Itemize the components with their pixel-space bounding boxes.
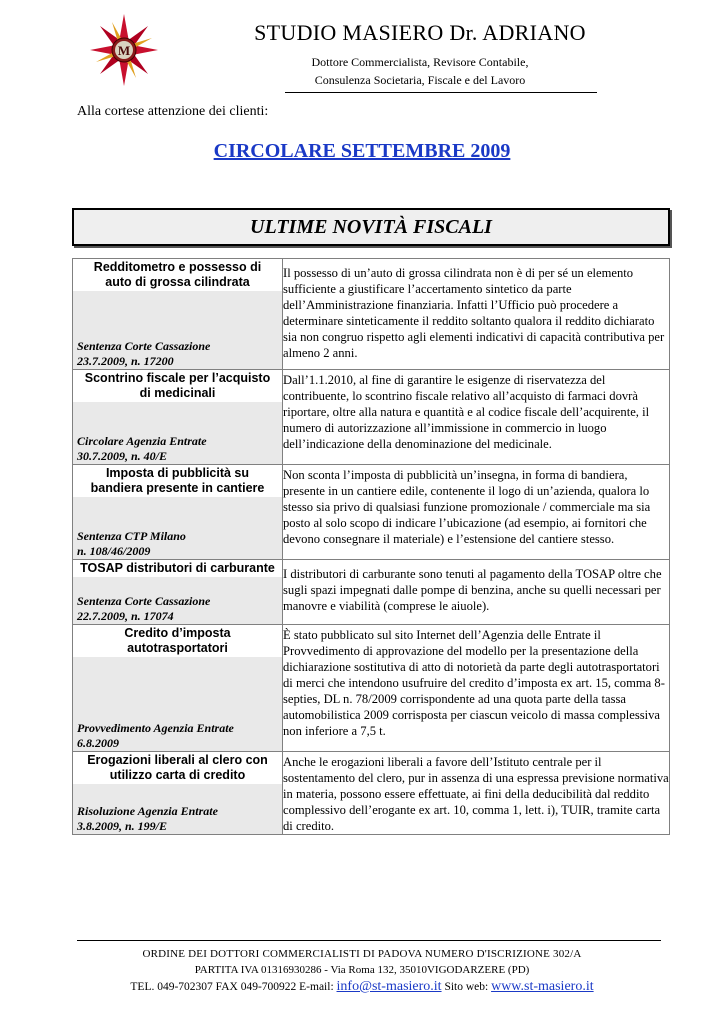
- item-source: [73, 434, 282, 464]
- footer-line-1: ORDINE DEI DOTTORI COMMERCIALISTI DI PADOVA NUMERO D'ISCRIZIONE 302/A: [142, 948, 582, 960]
- table-row: [73, 465, 670, 560]
- item-source: [73, 721, 282, 751]
- table-row: [73, 560, 670, 625]
- item-topic: Imposta di pubblicità su bandiera presente in cantiere: [73, 465, 282, 497]
- item-description: Dall’1.1.2010, al fine di garantire le esigenze di riservatezza del contribuente, lo scontrino fiscale relativo all’acquisto di farmaci dovrà riportare, oltre alla natura e quantità e al codice fiscale dell’acquirente, il numero di autorizzazione all’immissione in commercio in luogo dell’indicazione della denominazione del medicinale.: [283, 370, 670, 465]
- item-source: [73, 339, 282, 369]
- item-source: [73, 594, 282, 624]
- section-title: ULTIME NOVITÀ FISCALI: [250, 216, 492, 238]
- item-description: È stato pubblicato sul sito Internet dell’Agenzia delle Entrate il Provvedimento di approvazione del modello per la presentazione della dichiarazione sostitutiva di atto di notorietà da parte degli autotrasportatori di merci che intendono usufruire del credito d’imposta ex art. 15, comma 8-septies, DL n. 78/2009 corrispondente ad una quota parte della tassa automobilistica 2009 corrisposta per ciascun veicolo di massa complessiva non inferiore a 7,5 t.: [283, 625, 670, 752]
- studio-subtitle: [220, 53, 620, 89]
- item-reference-cell: [73, 625, 283, 752]
- item-source-line-2: 6.8.2009: [77, 736, 119, 750]
- circular-title: CIRCOLARE SETTEMBRE 2009: [213, 140, 511, 162]
- item-source-line-1: Risoluzione Agenzia Entrate: [77, 804, 218, 818]
- website-link[interactable]: www.st-masiero.it: [491, 979, 594, 994]
- item-source-line-1: Circolare Agenzia Entrate: [77, 434, 207, 448]
- item-source-line-2: 3.8.2009, n. 199/E: [77, 819, 168, 833]
- footer-divider: [77, 940, 661, 941]
- studio-name: STUDIO MASIERO Dr. ADRIANO: [254, 20, 586, 45]
- header-divider: [285, 92, 597, 93]
- item-topic: Credito d’imposta autotrasportatori: [73, 625, 282, 657]
- item-source-line-1: Provvedimento Agenzia Entrate: [77, 721, 234, 735]
- email-link[interactable]: info@st-masiero.it: [336, 979, 442, 994]
- table-row: [73, 259, 670, 370]
- item-source-line-1: Sentenza Corte Cassazione: [77, 339, 211, 353]
- item-description: I distributori di carburante sono tenuti al pagamento della TOSAP oltre che sugli spazi impegnati dalle pompe di benzina, anche su quelli necessari per manovre e viabilità (comprese le aiuole).: [283, 560, 670, 625]
- item-topic: Scontrino fiscale per l’acquisto di medicinali: [73, 370, 282, 402]
- item-source-line-2: 30.7.2009, n. 40/E: [77, 449, 168, 463]
- item-description: Il possesso di un’auto di grossa cilindrata non è di per sé un elemento sufficiente a giustificare l’accertamento sintetico da parte dell’Amministrazione finanziaria. Infatti l’Ufficio può procedere a determinare sinteticamente il reddito soltanto qualora il reddito dichiarato sia non congruo rispetto agli elementi indicativi di capacità contributiva per almeno 2 anni.: [283, 259, 670, 370]
- item-source-line-2: n. 108/46/2009: [77, 544, 151, 558]
- footer-phone-fax: TEL. 049-702307 FAX 049-700922 E-mail:: [130, 981, 334, 993]
- footer-line-2: PARTITA IVA 01316930286 - Via Roma 132, 35010VIGODARZERE (PD): [194, 964, 530, 976]
- item-reference-cell: [73, 370, 283, 465]
- item-source-line-1: Sentenza Corte Cassazione: [77, 594, 211, 608]
- logo-letter: M: [117, 43, 131, 58]
- news-table: [72, 258, 670, 835]
- item-topic: TOSAP distributori di carburante: [73, 560, 282, 577]
- item-description: Non sconta l’imposta di pubblicità un’insegna, in forma di bandiera, presente in un cantiere edile, contenente il logo di un’azienda, qualora lo stesso sia privo di qualsiasi funzione promozionale / commerciale ma sia posto al solo scopo di indicare l’ubicazione (ad esempio, ai fornitori che devono consegnare il materiale) e l’estensione del cantiere stesso.: [283, 465, 670, 560]
- intro-text: Alla cortese attenzione dei clienti:: [77, 104, 269, 119]
- item-source: [73, 529, 282, 559]
- item-description: Anche le erogazioni liberali a favore dell’Istituto centrale per il sostentamento del clero, pur in assenza di una espressa previsione normativa in materia, possono essere effettuate, ai fini della deducibilità dal reddito complessivo dell’erogante ex art. 10, comma 1, lett. i), TUIR, tramite carta di credito.: [283, 752, 670, 835]
- item-source-line-2: 22.7.2009, n. 17074: [77, 609, 174, 623]
- item-source-line-2: 23.7.2009, n. 17200: [77, 354, 174, 368]
- item-reference-cell: [73, 465, 283, 560]
- item-source: [73, 804, 282, 834]
- table-row: [73, 625, 670, 752]
- item-source-line-1: Sentenza CTP Milano: [77, 529, 186, 543]
- item-topic: Erogazioni liberali al clero con utilizzo carta di credito: [73, 752, 282, 784]
- item-reference-cell: [73, 560, 283, 625]
- table-row: [73, 752, 670, 835]
- section-title-box: [72, 208, 670, 246]
- item-reference-cell: [73, 752, 283, 835]
- studio-logo: [88, 12, 160, 92]
- footer-contacts: [0, 979, 724, 995]
- subtitle-line-2: Consulenza Societaria, Fiscale e del Lavoro: [314, 73, 526, 87]
- item-topic: Redditometro e possesso di auto di grossa cilindrata: [73, 259, 282, 291]
- table-row: [73, 370, 670, 465]
- subtitle-line-1: Dottore Commercialista, Revisore Contabile,: [311, 55, 529, 69]
- website-label: Sito web:: [444, 981, 489, 993]
- item-reference-cell: [73, 259, 283, 370]
